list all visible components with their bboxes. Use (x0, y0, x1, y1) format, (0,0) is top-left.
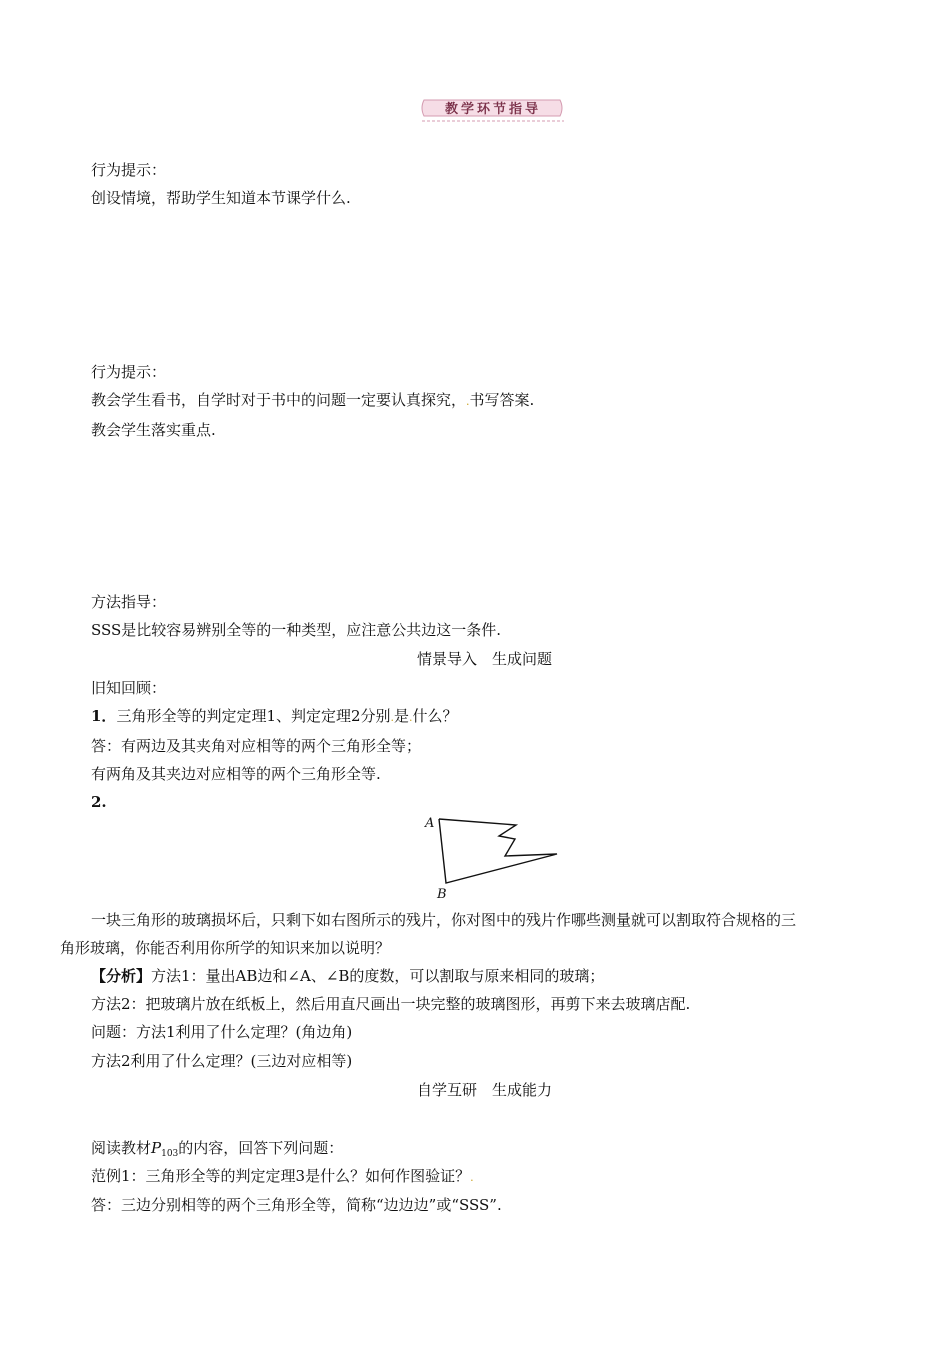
page-ref-letter: P (151, 1139, 162, 1157)
review-label: 旧知回顾： (91, 679, 167, 697)
example-question (91, 1166, 474, 1188)
mark-dot: . (470, 1171, 474, 1184)
mark-dot: . (390, 711, 395, 724)
text-part: 教会学生看书，自学时对于书中的问题一定要认真探究， (91, 391, 467, 409)
page-ref-number: 103 (161, 1149, 179, 1159)
analysis-line (91, 966, 604, 986)
method-guide-text: SSS是比较容易辨别全等的一种类型，应注意公共边这一条件. (91, 621, 502, 639)
text-part: 是 (394, 707, 410, 725)
method-2-text: 方法2：把玻璃片放在纸板上，然后用直尺画出一块完整的玻璃图形，再剪下来去玻璃店配. (91, 995, 691, 1013)
section-heading-2: 自学互研 生成能力 (417, 1081, 553, 1099)
section-heading-1: 情景导入 生成问题 (417, 650, 553, 668)
analysis-tag: 【分析】 (91, 967, 152, 985)
text-part: 什么？ (412, 707, 458, 725)
text-part: 书写答案. (469, 391, 535, 409)
reading-instruction (91, 1138, 343, 1164)
text-part: 的内容，回答下列问题： (178, 1139, 344, 1157)
review-answer-1b: 有两角及其夹边对应相等的两个三角形全等. (91, 765, 381, 783)
behavior-tip-text-3: 教会学生落实重点. (91, 421, 216, 439)
behavior-tip-label-1: 行为提示： (91, 161, 167, 179)
banner-title: 教学环节指导 (444, 102, 541, 117)
mark-dot: . (466, 395, 470, 408)
mark-dot: . (409, 711, 413, 724)
method-guide-label: 方法指导： (91, 593, 167, 611)
vertex-label-a: A (425, 816, 435, 831)
problem-text-2: 角形玻璃，你能否利用你所学的知识来加以说明？ (60, 939, 391, 957)
example-answer: 答：三边分别相等的两个三角形全等，简称“边边边”或“SSS”. (91, 1196, 502, 1214)
behavior-tip-label-2: 行为提示： (91, 363, 167, 381)
question-number-2: 2. (91, 793, 107, 811)
behavior-tip-text-1: 创设情境，帮助学生知道本节课学什么. (91, 189, 351, 207)
question-text: 问题：方法1利用了什么定理？(角边角) (91, 1023, 353, 1041)
analysis-text: 方法1：量出AB边和∠A、∠B的度数，可以割取与原来相同的玻璃； (151, 967, 605, 985)
review-question-1 (91, 706, 458, 728)
question-text-2: 方法2利用了什么定理？(三边对应相等) (91, 1052, 353, 1070)
text-part: 阅读教材 (91, 1139, 152, 1157)
question-number: 1． (91, 707, 117, 725)
triangle-fragment-diagram (415, 812, 565, 902)
text-part: 三角形全等的判定定理1、判定定理2分别 (116, 707, 391, 725)
problem-text-1: 一块三角形的玻璃损坏后，只剩下如右图所示的残片，你对图中的残片作哪些测量就可以割取符合规格的三 (91, 911, 797, 929)
review-answer-1: 答：有两边及其夹角对应相等的两个三角形全等； (91, 737, 422, 755)
text-part: 范例1：三角形全等的判定定理3是什么？如何作图验证？ (91, 1167, 471, 1185)
broken-glass-figure (415, 812, 565, 906)
vertex-label-b: B (437, 887, 447, 902)
behavior-tip-text-2 (91, 390, 534, 412)
